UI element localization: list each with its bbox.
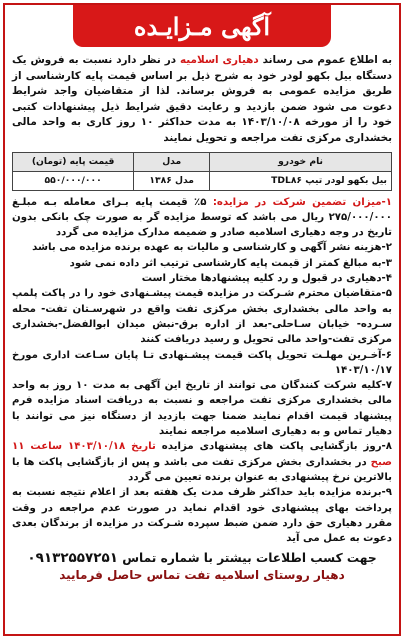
- contact-line-2: دهیار روستای اسلامیه تفت تماس حاصل فرمایید: [59, 568, 345, 583]
- term-1-label: ۱-میزان تضمین شرکت در مزایده:: [206, 196, 392, 208]
- intro-part2: در نظر دارد نسبت به فروش یک دستگاه بیل بکهو لودر خود به شرح ذیل بر اساس قیمت پایه کارشناسی از طریق مزایده عمومی به فروش برساند. لذا از متقاضیان واجد شرایط دعوت می شود ضمن بازدید و رعایت دقیق شرایط ذیل پیشنهادات کتبی خود را از مورخه ۱۴۰۳/۱۰/۰۸ به مدت حداکثر ۱۰ روز کاری به واحد مالی بخشداری مرکزی تفت مراجعه و تحویل نمایند: [12, 54, 393, 144]
- contact-line-1: [12, 549, 392, 567]
- cell-price: ۵۵۰/۰۰۰/۰۰۰: [13, 171, 134, 190]
- notice-title: آگهی مـزایـده: [73, 5, 331, 47]
- table-row: [13, 171, 392, 190]
- term-9: ۹-برنده مزایده باید حداکثر ظرف مدت یک هفته بعد از اعلام نتیجه نسبت به پرداخت بهای پیشنهادی خود اقدام نماید در صورت عدم مراجعه در وقت مقرر دهیاری حق دارد ضمن ضبط سپرده شـرکت در مزایده از برندگان بعدی دعوت به عمل می آید: [12, 487, 392, 545]
- term-8: [12, 439, 392, 485]
- contact-prefix: جهت کسب اطلاعات بیشتر با شماره تماس: [118, 551, 377, 566]
- intro-part1: به اطلاع عموم می رساند: [258, 54, 392, 66]
- term-1: [12, 195, 392, 241]
- terms-list: [12, 195, 392, 547]
- header-model: مدل: [134, 152, 210, 171]
- header-price: قیمت پایه (تومان): [13, 152, 134, 171]
- cell-model: مدل ۱۳۸۶: [134, 171, 210, 190]
- notice-content: [5, 53, 399, 584]
- items-table: [12, 152, 392, 191]
- term-4: ۴-دهیاری در قبول و رد کلیه پیشنهادها مختار است: [141, 273, 392, 285]
- banner-area: [5, 5, 399, 51]
- intro-paragraph: [12, 53, 392, 147]
- term-3: ۳-به مبالغ کمتر از قیمت پایه کارشناسی ترتیب اثر داده نمی شود: [69, 257, 392, 269]
- term-5: ۵-متقاضیان محترم شـرکت در مزایده قیمت پیشـنهادی خود را در پاکت پلمپ به واحد مالی بخشداری بخش مرکزی تفت واقع در شهرسـتان تفت- محله سـرده- خیابان سـاحلی-بعد از اداره برق-نبش میدان ابوالفضل-بخشداری مرکزی تفت-واحد مالی تحویل و رسید دریافت کنند: [12, 288, 392, 346]
- term-8-date: تاریخ ۱۴۰۳/۱۰/۱۸ ساعت ۱۱ صبح: [12, 441, 392, 468]
- contact-footer: [12, 549, 392, 584]
- intro-entity: دهیاری اسلامیه: [179, 54, 259, 66]
- phone-number: ۰۹۱۳۲۵۵۷۲۵۱: [27, 550, 118, 567]
- table-header-row: [13, 152, 392, 171]
- auction-notice: [3, 3, 401, 636]
- term-2: ۲-هزینه نشر آگهی و کارشناسی و مالیات به عهده برنده مزایده می باشد: [32, 242, 392, 254]
- header-name: نام خودرو: [210, 152, 392, 171]
- cell-name: بیل بکهو لودر تیپ TDL۸۶: [210, 171, 392, 190]
- term-8-a: ۸-روز بازگشایی پاکت های پیشنهادی مزایده: [155, 441, 393, 453]
- term-1-text: ۵٪ قیمت پایه بـرای معامله بـه مبلـغ ۲۷۵/۰۰۰/۰۰۰ ریال می باشد که توسط مزایده گر به صورت چک بانکی بدون تاریخ در وجه دهیاری اسلامیه صادر و ضمیمه مدارک مزایده می گردد: [12, 196, 392, 239]
- term-6: ۶-آخـرین مهلـت تحویل پاکت قیمت پیشـنهادی تـا پایان سـاعت اداری مورخ ۱۴۰۳/۱۰/۱۷: [12, 349, 392, 376]
- term-7: ۷-کلیه شرکت کنندگان می توانند از تاریخ این آگهی به مدت ۱۰ روز به واحد مالی بخشداری مرکزی تفت مراجعه و نسبت به دریافت اسناد مزایده فرم پیشنهاد قیمت اقدام نمایند ضمنا جهت بازدید از دستگاه نیز می توانند با دهیار تماس و به دهیاری اسلامیه مراجعه نمایند: [12, 380, 392, 438]
- term-8-b: در بخشداری بخش مرکزی تفت می باشد و پس از بازگشایی پاکت ها با بالاترین نرخ پیشنهادی به عنوان برنده تعیین می گردد: [12, 456, 392, 483]
